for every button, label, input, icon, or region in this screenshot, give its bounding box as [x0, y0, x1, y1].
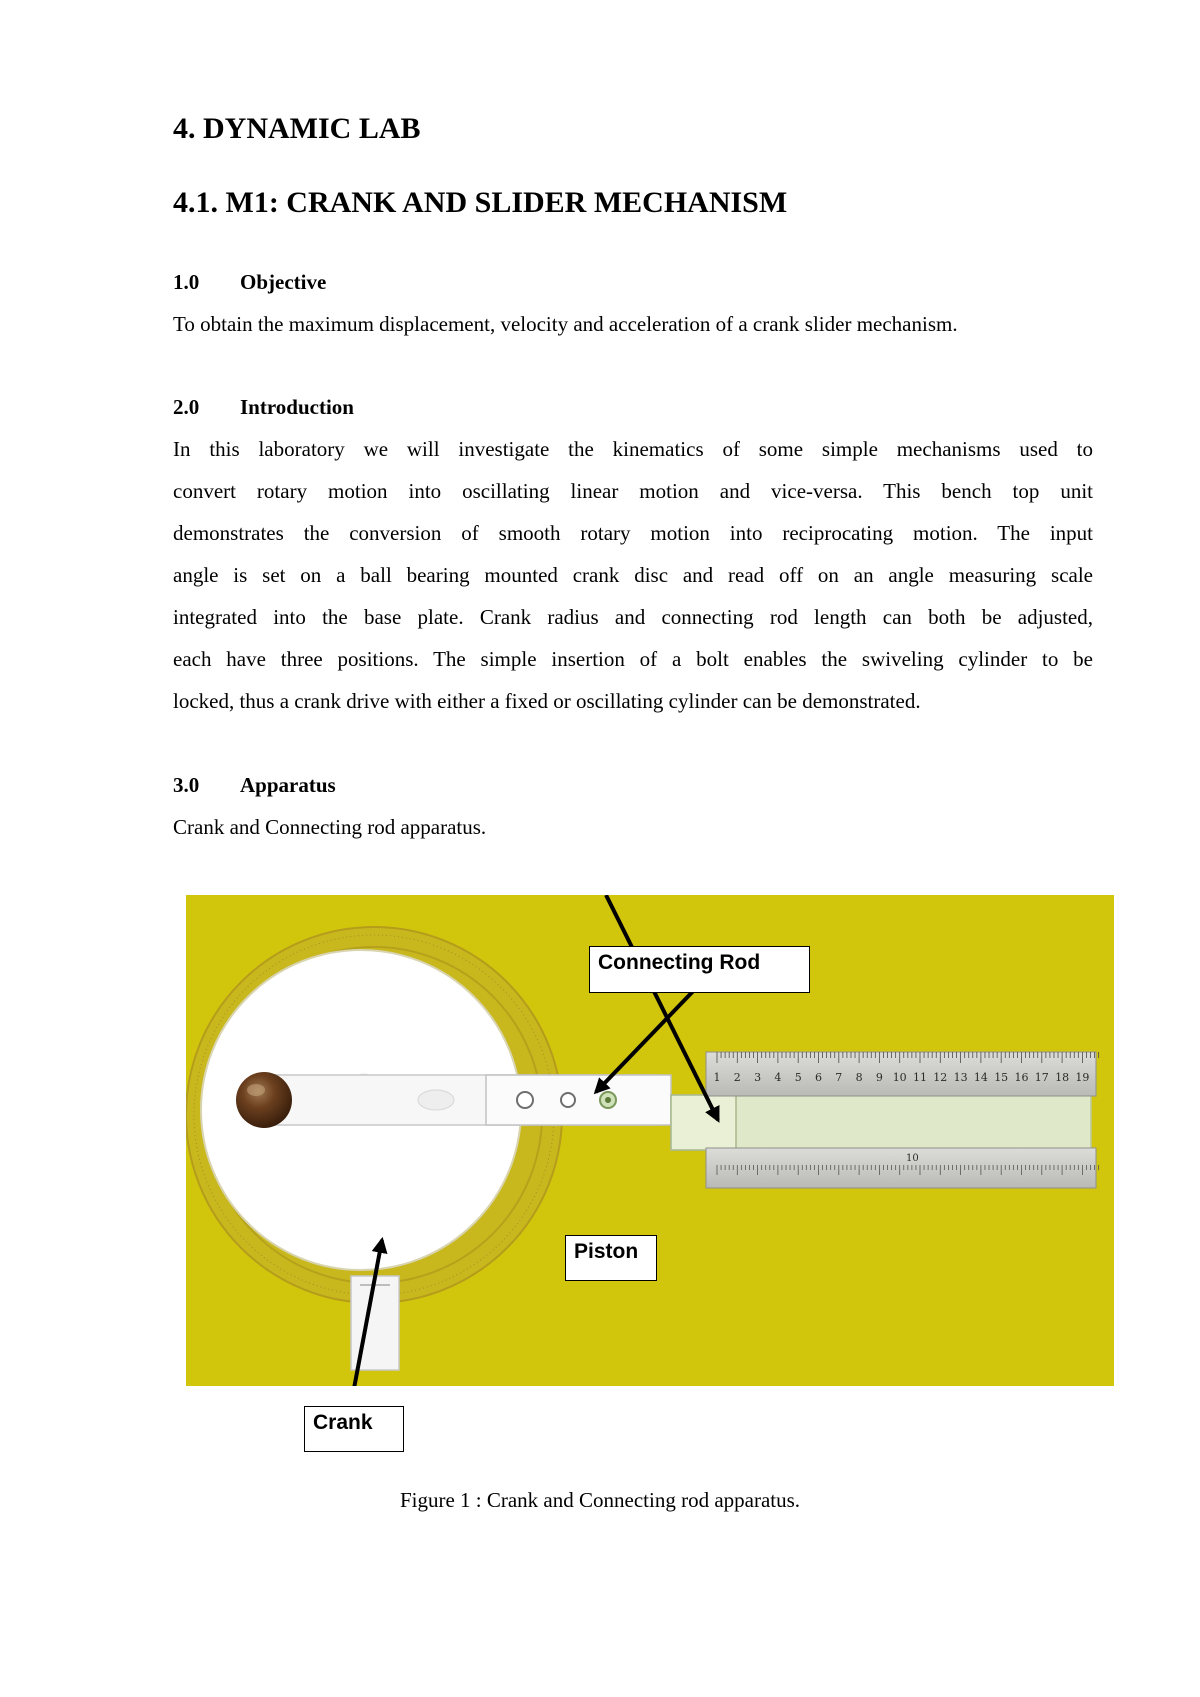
objective-text — [173, 303, 1093, 345]
ruler-number: 10 — [906, 1153, 919, 1164]
ruler-number: 3 — [754, 1071, 762, 1084]
section-number: 3.0 — [173, 773, 200, 797]
ruler-number: 7 — [835, 1071, 843, 1084]
rod-hole — [517, 1092, 533, 1108]
rod-hole — [561, 1093, 575, 1107]
section-title: 4.1. M1: CRANK AND SLIDER MECHANISM — [173, 186, 788, 219]
objective-line: To obtain the maximum displacement, velocity and acceleration of a crank slider mechanism. — [173, 312, 958, 336]
paragraph-line: angle is set on a ball bearing mounted crank disc and read off on an angle measuring scale — [173, 563, 1093, 587]
section-heading-text: Objective — [240, 270, 327, 294]
introduction-heading — [173, 395, 354, 420]
ruler-number: 17 — [1034, 1071, 1049, 1084]
paragraph-line: each have three positions. The simple insertion of a bolt enables the swiveling cylinder to be — [173, 647, 1093, 671]
apparatus-text — [173, 806, 1093, 848]
ruler-number: 15 — [994, 1071, 1009, 1084]
ruler-number: 10 — [892, 1071, 907, 1084]
connecting-rod-label: Connecting Rod — [589, 946, 810, 993]
ruler-number: 5 — [794, 1071, 802, 1084]
paragraph-line: convert rotary motion into oscillating linear motion and vice-versa. This bench top unit — [173, 479, 1093, 503]
ruler-number: 13 — [953, 1071, 968, 1084]
section-heading-text: Introduction — [240, 395, 354, 419]
ruler-number: 4 — [774, 1071, 782, 1084]
paragraph-line: locked, thus a crank drive with either a fixed or oscillating cylinder can be demonstrated. — [173, 689, 921, 713]
objective-heading — [173, 270, 326, 295]
paragraph-line: In this laboratory we will investigate the kinematics of some simple mechanisms used to — [173, 437, 1093, 461]
ruler-number: 14 — [973, 1071, 988, 1084]
ruler-number: 19 — [1075, 1071, 1090, 1084]
ruler-number: 9 — [875, 1071, 883, 1084]
ruler-number: 1 — [713, 1071, 721, 1084]
ruler-number: 11 — [913, 1071, 927, 1084]
apparatus-heading — [173, 773, 336, 798]
piston-label: Piston — [565, 1235, 657, 1281]
section-heading-text: Apparatus — [240, 773, 336, 797]
ruler-number: 2 — [733, 1071, 741, 1084]
introduction-paragraph — [173, 428, 1093, 722]
paragraph-line: demonstrates the conversion of smooth rotary motion into reciprocating motion. The input — [173, 521, 1093, 545]
chapter-title: 4. DYNAMIC LAB — [173, 112, 421, 145]
apparatus-line: Crank and Connecting rod apparatus. — [173, 815, 487, 839]
ruler-number: 12 — [933, 1071, 948, 1084]
crank-label: Crank — [304, 1406, 404, 1452]
ruler-number: 16 — [1014, 1071, 1029, 1084]
ruler-number: 6 — [815, 1071, 822, 1084]
figure-caption: Figure 1 : Crank and Connecting rod apparatus. — [399, 1488, 801, 1512]
piston-block — [671, 1095, 736, 1150]
paragraph-line: integrated into the base plate. Crank radius and connecting rod length can both be adjusted, — [173, 605, 1093, 629]
ruler-number: 8 — [855, 1071, 863, 1084]
section-number: 1.0 — [173, 270, 200, 294]
ruler-number: 18 — [1055, 1071, 1070, 1084]
section-number: 2.0 — [173, 395, 200, 419]
crank-knob — [236, 1072, 292, 1128]
